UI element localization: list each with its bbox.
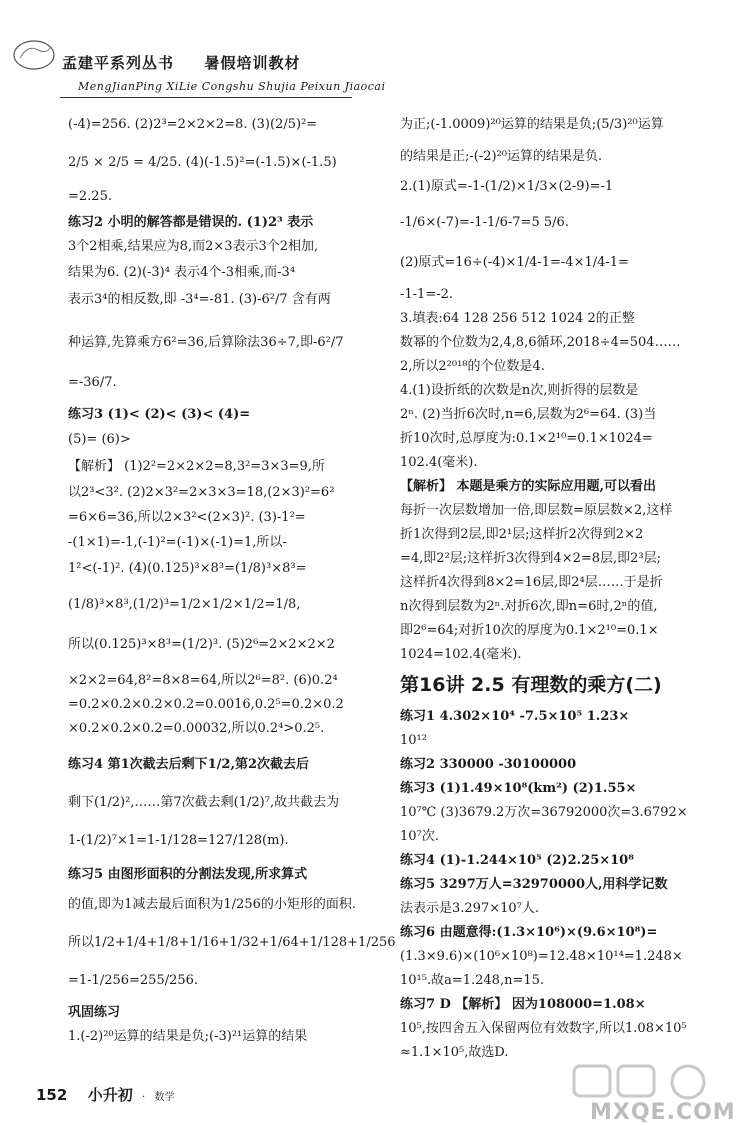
- right-line: n次得到层数为2ⁿ.对折6次,即n=6时,2ⁿ的值,: [400, 599, 658, 614]
- right-line: 2.(1)原式=-1-(1/2)×1/3×(2-9)=-1: [400, 179, 614, 194]
- left-line: 所以(0.125)³×8³=(1/2)³. (5)2⁶=2×2×2×2: [68, 637, 335, 652]
- left-line: -(1×1)=-1,(-1)²=(-1)×(-1)=1,所以-: [68, 535, 287, 550]
- left-line: ×2×2=64,8²=8×8=64,所以2⁶=8². (6)0.2⁴: [68, 673, 338, 688]
- publisher-logo: [12, 38, 56, 72]
- header-rule: [60, 97, 352, 98]
- left-line: 1-(1/2)⁷×1=1-1/128=127/128(m).: [68, 833, 289, 848]
- right-line: 10⁷℃ (3)3679.2万次=36792000次=3.6792×: [400, 805, 688, 820]
- right-line: 102.4(毫米).: [400, 455, 478, 470]
- right-line: 1024=102.4(毫米).: [400, 647, 522, 662]
- right-line: 折10次时,总厚度为:0.1×2¹⁰=0.1×1024=: [400, 431, 653, 446]
- left-line: 结果为6. (2)(-3)⁴ 表示4个-3相乘,而-3⁴: [68, 265, 296, 280]
- right-line: (2)原式=16÷(-4)×1/4-1=-4×1/4-1=: [400, 255, 629, 270]
- right-line: 这样折4次得到8×2=16层,即2⁴层……于是折: [400, 575, 663, 590]
- book-name: 暑假培训教材: [204, 54, 301, 72]
- section-title: 第16讲 2.5 有理数的乘方(二): [400, 674, 662, 696]
- left-line: 种运算,先算乘方6²=36,后算除法36÷7,即-6²/7: [68, 335, 344, 350]
- right-line: 【解析】 本题是乘方的实际应用题,可以看出: [400, 479, 657, 494]
- left-line: 的值,即为1减去最后面积为1/256的小矩形的面积.: [68, 897, 356, 912]
- right-line: 每折一次层数增加一倍,即层数=原层数×2,这样: [400, 503, 673, 518]
- right-line: 10⁵,按四舍五入保留两位有效数字,所以1.08×10⁵: [400, 1021, 687, 1036]
- right-line: 练习5 3297万人=32970000人,用科学记数: [400, 877, 668, 892]
- left-line: 练习2 小明的解答都是错误的. (1)2³ 表示: [68, 215, 314, 230]
- left-line: 练习3 (1)< (2)< (3)< (4)=: [68, 407, 251, 422]
- right-line: 4.(1)设折纸的次数是n次,则折得的层数是: [400, 383, 639, 398]
- left-line: 练习5 由图形面积的分割法发现,所求算式: [68, 867, 308, 882]
- right-line: 练习7 D 【解析】 因为108000=1.08×: [400, 997, 646, 1012]
- left-line: =6×6=36,所以2×3²<(2×3)². (3)-1²=: [68, 510, 306, 525]
- right-line: 练习6 由题意得:(1.3×10⁶)×(9.6×10⁸)=: [400, 925, 658, 940]
- series-name: 孟建平系列丛书: [62, 54, 175, 72]
- left-line: 2/5 × 2/5 = 4/25. (4)(-1.5)²=(-1.5)×(-1.5): [68, 155, 337, 170]
- page-number: 152: [36, 1086, 68, 1104]
- footer-subject: 数学: [154, 1092, 175, 1103]
- left-line: (1/8)³×8³,(1/2)³=1/2×1/2×1/2=1/8,: [68, 597, 301, 612]
- series-pinyin: MengJianPing XiLie Congshu Shujia Peixun Jiaocai: [78, 80, 386, 93]
- left-line: 1.(-2)²⁰运算的结果是负;(-3)²¹运算的结果: [68, 1029, 308, 1044]
- right-line: (1.3×9.6)×(10⁶×10⁸)=12.48×10¹⁴=1.248×: [400, 949, 683, 964]
- series-title: [62, 52, 301, 73]
- left-line: 练习4 第1次截去后剩下1/2,第2次截去后: [68, 757, 310, 772]
- left-line: (5)= (6)>: [68, 432, 131, 447]
- left-line: 巩固练习: [68, 1005, 121, 1020]
- right-line: 练习2 330000 -30100000: [400, 757, 577, 772]
- right-line: -1-1=-2.: [400, 287, 454, 302]
- left-line: ×0.2×0.2×0.2=0.00032,所以0.2⁴>0.2⁵.: [68, 721, 325, 736]
- right-line: 3.填表:64 128 256 512 1024 2的正整: [400, 311, 635, 326]
- watermark-text: MXQE.COM: [590, 1100, 736, 1125]
- left-line: =1-1/256=255/256.: [68, 973, 199, 988]
- right-line: ≈1.1×10⁵,故选D.: [400, 1045, 509, 1060]
- left-line: 3个2相乘,结果应为8,而2×3表示3个2相加,: [68, 239, 319, 254]
- right-line: 练习3 (1)1.49×10⁸(km²) (2)1.55×: [400, 781, 637, 796]
- right-line: 为正;(-1.0009)²⁰运算的结果是负;(5/3)²⁰运算: [400, 117, 664, 132]
- right-line: 10¹²: [400, 733, 427, 748]
- right-line: 2ⁿ. (2)当折6次时,n=6,层数为2⁶=64. (3)当: [400, 407, 657, 422]
- left-line: =2.25.: [68, 189, 112, 204]
- right-line: 折1次得到2层,即2¹层;这样折2次得到2×2: [400, 527, 644, 542]
- left-line: 剩下(1/2)²,……第7次截去剩(1/2)⁷,故共截去为: [68, 795, 340, 810]
- right-line: 即2⁶=64;对折10次的厚度为0.1×2¹⁰=0.1×: [400, 623, 659, 638]
- page-footer: 152 小升初 · 数学: [36, 1086, 175, 1104]
- left-line: =-36/7.: [68, 375, 117, 390]
- left-line: =0.2×0.2×0.2×0.2=0.0016,0.2⁵=0.2×0.2: [68, 697, 344, 712]
- right-line: 法表示是3.297×10⁷人.: [400, 901, 539, 916]
- left-line: 以2³<3². (2)2×3²=2×3×3=18,(2×3)²=6²: [68, 485, 335, 500]
- left-line: 【解析】 (1)2²=2×2×2=8,3²=3×3=9,所: [68, 459, 325, 474]
- right-line: 数幂的个位数为2,4,8,6循环,2018÷4=504……: [400, 335, 681, 350]
- right-line: 2,所以2²⁰¹⁸的个位数是4.: [400, 359, 545, 374]
- right-line: 练习1 4.302×10⁴ -7.5×10⁵ 1.23×: [400, 709, 630, 724]
- footer-book-title: 小升初: [87, 1086, 133, 1104]
- right-line: 10¹⁵.故a=1.248,n=15.: [400, 973, 545, 988]
- left-line: 1²<(-1)². (4)(0.125)³×8³=(1/8)³×8³=: [68, 561, 307, 576]
- left-line: 所以1/2+1/4+1/8+1/16+1/32+1/64+1/128+1/256: [68, 935, 396, 950]
- right-line: =4,即2²层;这样折3次得到4×2=8层,即2³层;: [400, 551, 662, 566]
- right-line: 的结果是正;-(-2)²⁰运算的结果是负.: [400, 149, 603, 164]
- right-line: -1/6×(-7)=-1-1/6-7=5 5/6.: [400, 215, 569, 230]
- right-line: 10⁷次.: [400, 829, 439, 844]
- left-line: 表示3⁴的相反数,即 -3⁴=-81. (3)-6²/7 含有两: [68, 292, 331, 307]
- left-line: (-4)=256. (2)2³=2×2×2=8. (3)(2/5)²=: [68, 117, 318, 132]
- right-line: 练习4 (1)-1.244×10⁵ (2)2.25×10⁸: [400, 853, 634, 868]
